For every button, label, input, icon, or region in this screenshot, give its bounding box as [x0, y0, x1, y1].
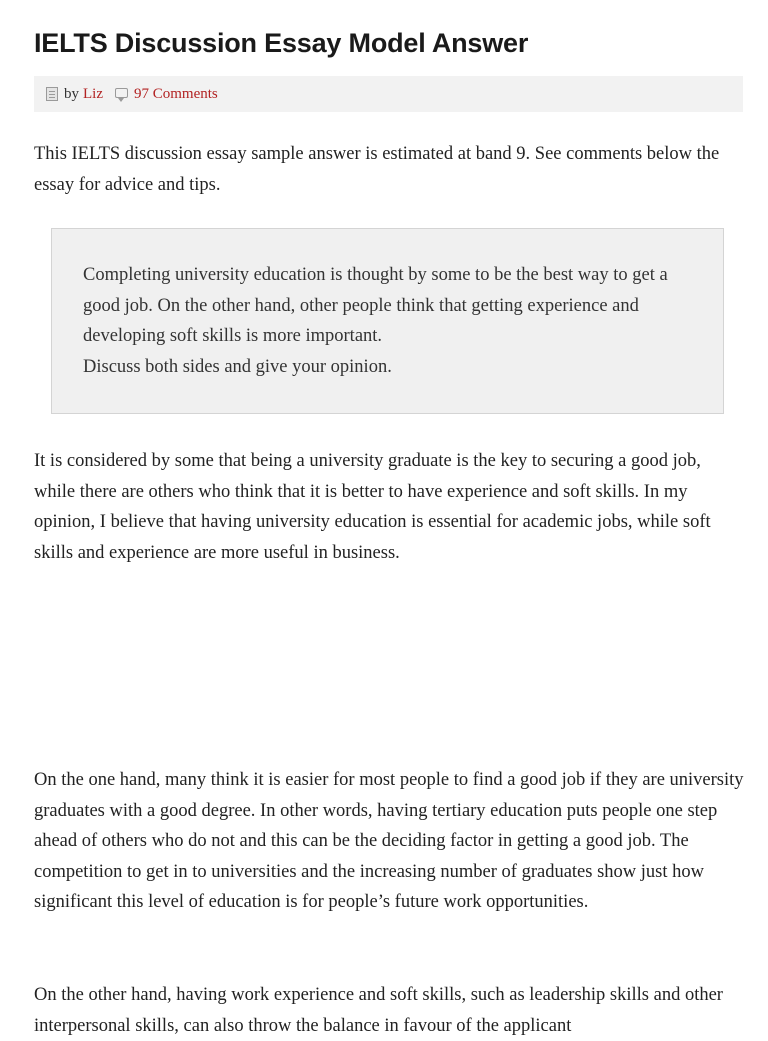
essay-paragraph-intro: It is considered by some that being a university graduate is the key to securing a good job, while there are others who think that it is better to have experience and soft skills. In my opinion, I believe that having university education is essential for academic jobs, while soft skills and experience are more useful in business.: [34, 451, 711, 563]
essay-question-text: [83, 260, 693, 382]
intro-paragraph: This IELTS discussion essay sample answer is estimated at band 9. See comments below the essay for advice and tips.: [34, 144, 720, 195]
meta-by-label: by: [64, 85, 79, 102]
essay-question-statement: Completing university education is thought by some to be the best way to get a good job. On the other hand, other people think that getting experience and developing soft skills is more important.: [83, 265, 668, 346]
document-icon: [46, 87, 58, 101]
comment-bubble-icon: [115, 88, 128, 98]
essay-question-task: Discuss both sides and give your opinion.: [83, 356, 392, 377]
post-meta-bar: [34, 76, 743, 112]
essay-paragraph-body-1: On the one hand, many think it is easier for most people to find a good job if they are university graduates with a good degree. In other words, having tertiary education puts people one step ahead of others who do not and this can be the deciding factor in getting a good job. The competition to get in to universities and the increasing number of graduates show just how significant this level of education is for people’s future work opportunities.: [34, 770, 744, 912]
essay-paragraph-body-2: On the other hand, having work experience and soft skills, such as leadership skills and other interpersonal skills, can also throw the balance in favour of the applicant: [34, 985, 723, 1036]
page-title: IELTS Discussion Essay Model Answer: [34, 28, 529, 58]
author-link[interactable]: Liz: [83, 85, 103, 102]
comments-link[interactable]: 97 Comments: [134, 85, 218, 102]
essay-question-box: [51, 228, 724, 414]
